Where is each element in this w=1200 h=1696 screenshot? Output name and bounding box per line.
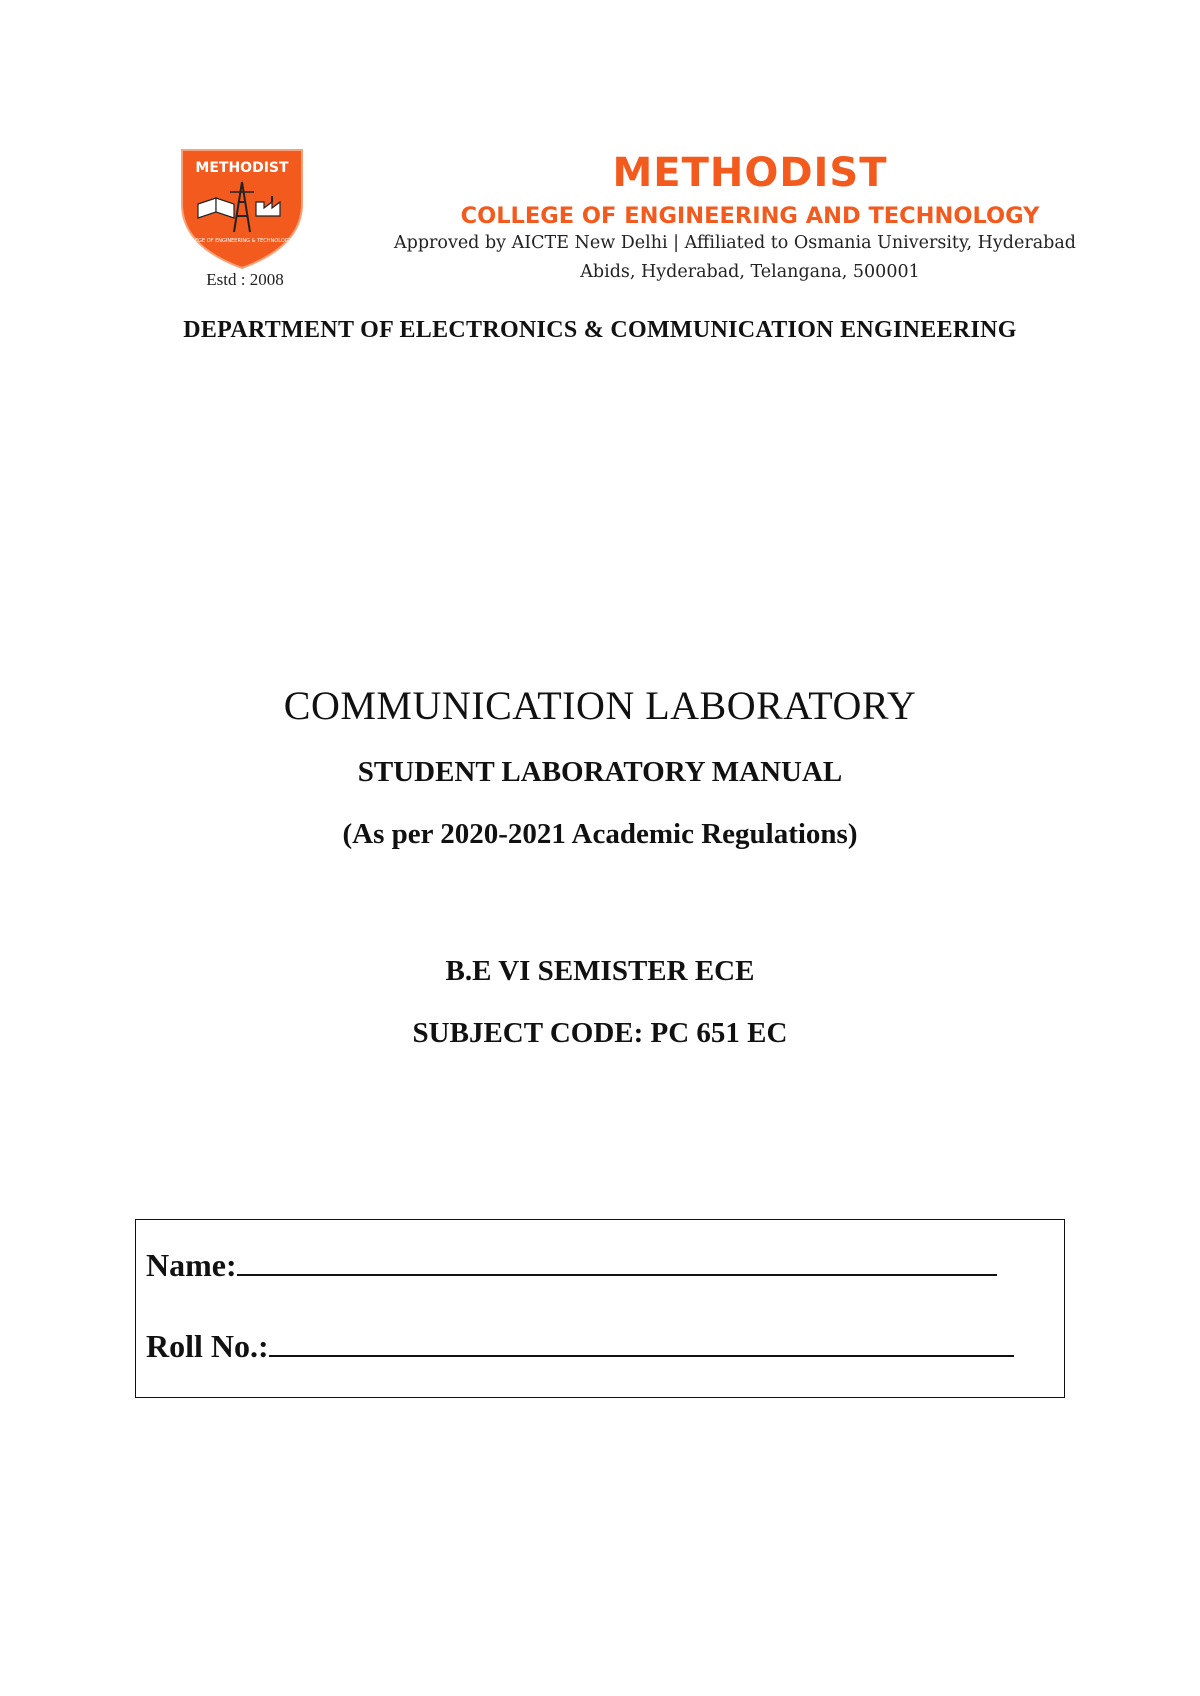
established-year: Estd : 2008	[206, 270, 284, 289]
institution-subtitle: COLLEGE OF ENGINEERING AND TECHNOLOGY	[460, 203, 1040, 229]
logo-text: METHODIST	[195, 160, 289, 176]
manual-subtitle: STUDENT LABORATORY MANUAL	[357, 756, 843, 788]
subject-code: SUBJECT CODE: PC 651 EC	[412, 1017, 788, 1049]
name-row	[146, 1244, 997, 1284]
student-info-box	[135, 1219, 1065, 1398]
approval-line: Approved by AICTE New Delhi | Affiliated to Osmania University, Hyderabad	[394, 233, 1076, 253]
regulations-line: (As per 2020-2021 Academic Regulations)	[342, 818, 858, 850]
address-line: Abids, Hyderabad, Telangana, 500001	[580, 262, 920, 282]
logo-small-text: COLLEGE OF ENGINEERING & TECHNOLOGY O.U	[181, 238, 303, 244]
department-heading: DEPARTMENT OF ELECTRONICS & COMMUNICATION ENGINEERING	[183, 317, 1017, 343]
institution-name: METHODIST	[612, 150, 888, 196]
name-blank-line[interactable]	[237, 1244, 997, 1276]
semester-line: B.E VI SEMISTER ECE	[445, 955, 755, 987]
roll-number-label: Roll No.:	[146, 1328, 269, 1364]
name-label: Name:	[146, 1247, 237, 1283]
college-logo	[176, 146, 308, 270]
roll-number-row	[146, 1325, 1014, 1365]
roll-number-blank-line[interactable]	[269, 1325, 1014, 1357]
lab-title: COMMUNICATION LABORATORY	[283, 683, 917, 728]
